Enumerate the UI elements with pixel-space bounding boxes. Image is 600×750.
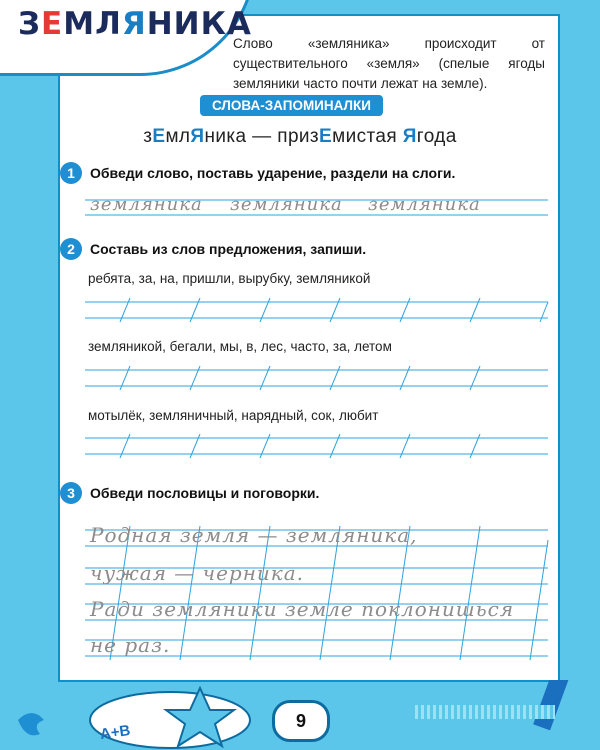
task-2-instruction: Составь из слов предложения, запиши. [90,241,367,257]
task-number-badge: 3 [60,482,82,504]
word-list-2: земляникой, бегали, мы, в, лес, часто, за, летом [88,339,392,354]
page-title: ЗЕМЛЯНИКА [18,6,252,42]
swirl-icon [18,713,44,735]
footer-stripe [415,705,555,719]
mnemonic-phrase: зЕмлЯника — призЕмистая Ягода [143,126,457,147]
trace-word-2: земляника [230,194,343,215]
task-number-badge: 2 [60,238,82,260]
trace-word-3: земляника [368,194,481,215]
mnemonic-badge: СЛОВА-ЗАПОМИНАЛКИ [200,95,383,116]
word-list-1: ребята, за, на, пришли, вырубку, земляникой [88,271,371,286]
intro-text: Слово «земляника» происходит от существительного «земля» (спелые ягоды земляники часто почти лежат на земле). [233,36,545,91]
trace-word-1: земляника [90,194,203,215]
proverb-line-3: Ради земляники земле поклонишься [90,597,515,621]
word-list-3: мотылёк, земляничный, нарядный, сок, любит [88,408,379,423]
proverb-line-2: чужая — черника. [90,561,305,585]
proverb-line-4: не раз. [90,633,171,657]
task-3-instruction: Обведи пословицы и поговорки. [90,485,320,501]
task-1-instruction: Обведи слово, поставь ударение, раздели на слоги. [90,165,456,181]
proverb-line-1: Родная земля — земляника, [90,523,418,547]
page-number: 9 [272,700,330,742]
logo-text: А+В [98,721,132,744]
task-number-badge: 1 [60,162,82,184]
